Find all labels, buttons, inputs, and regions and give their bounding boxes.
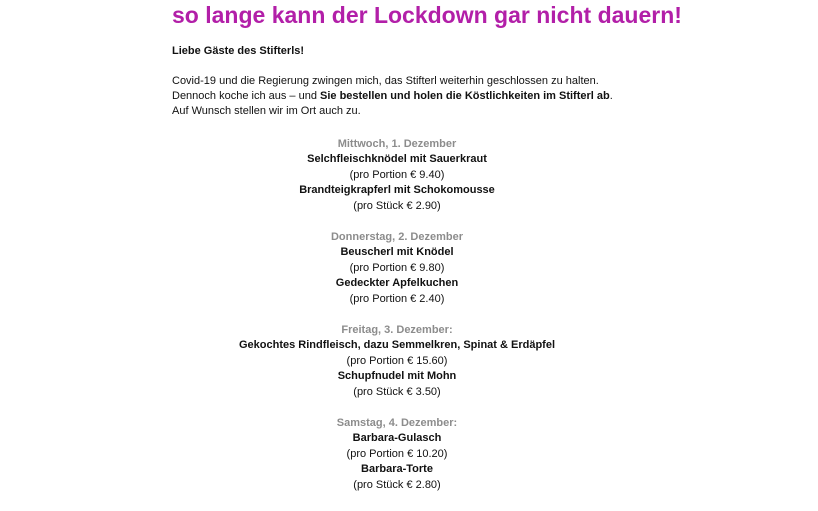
day-title: Donnerstag, 2. Dezember (330, 231, 464, 243)
dish-name: Schupfnudel mit Mohn (337, 370, 457, 382)
dish-price: (pro Portion € 9.80) (349, 262, 445, 274)
dish-name: Brandteigkrapferl mit Schokomousse (299, 184, 495, 196)
dish-price: (pro Portion € 2.40) (349, 293, 445, 305)
dish-price: (pro Stück € 3.50) (353, 386, 441, 398)
dish-price: (pro Portion € 10.20) (346, 448, 448, 460)
dish-name: Barbara-Torte (361, 463, 433, 475)
greeting: Liebe Gäste des Stifterls! (172, 45, 305, 57)
menu-day (172, 323, 622, 400)
intro-line-2-prefix: Dennoch koche ich aus – und (172, 90, 320, 102)
dish-price: (pro Portion € 15.60) (346, 355, 448, 367)
headline: so lange kann der Lockdown gar nicht dauern! (172, 2, 682, 28)
menu-day (172, 137, 622, 214)
dish-price: (pro Portion € 9.40) (349, 169, 445, 181)
day-title: Mittwoch, 1. Dezember (337, 138, 457, 150)
menu-day (172, 230, 622, 307)
day-title: Freitag, 3. Dezember: (341, 324, 453, 336)
day-title: Samstag, 4. Dezember: (336, 417, 458, 429)
dish-name: Selchfleischknödel mit Sauerkraut (307, 153, 487, 165)
intro-line-3: Auf Wunsch stellen wir im Ort auch zu. (172, 105, 361, 117)
dish-price: (pro Stück € 2.80) (353, 479, 441, 491)
intro-paragraph (172, 74, 613, 119)
dish-name: Gedeckter Apfelkuchen (335, 277, 459, 289)
menu (172, 137, 622, 509)
intro-line-1: Covid-19 und die Regierung zwingen mich, das Stifterl weiterhin geschlossen zu halten. (172, 75, 599, 87)
menu-day (172, 416, 622, 493)
dish-price: (pro Stück € 2.90) (353, 200, 441, 212)
intro-line-2-suffix: . (609, 90, 613, 102)
dish-name: Gekochtes Rindfleisch, dazu Semmelkren, Spinat & Erdäpfel (238, 339, 556, 351)
dish-name: Beuscherl mit Knödel (340, 246, 454, 258)
intro-line-2 (172, 89, 613, 104)
intro-line-2-bold: Sie bestellen und holen die Köstlichkeiten im Stifterl ab (320, 90, 610, 102)
dish-name: Barbara-Gulasch (352, 432, 442, 444)
